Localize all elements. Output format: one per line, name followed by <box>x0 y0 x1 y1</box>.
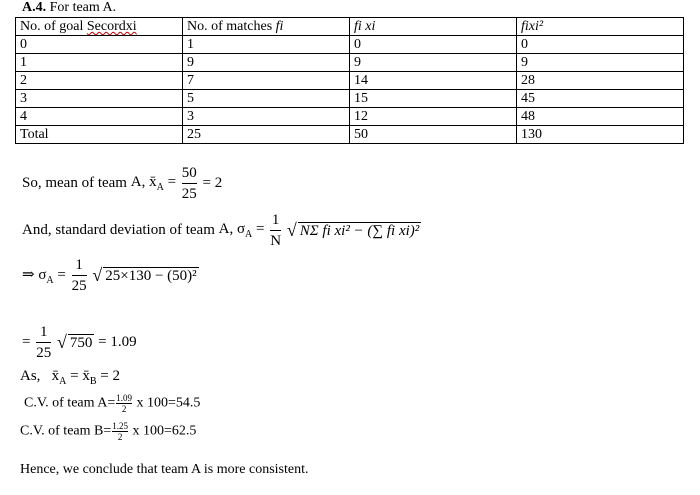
cell: 2 <box>16 72 183 90</box>
cell: 28 <box>517 72 684 90</box>
cell: 3 <box>183 108 350 126</box>
mean-fraction: $\frac{50}{25}$ <box>181 165 197 202</box>
header-fixi: fi xi <box>350 18 517 36</box>
table-row <box>16 36 684 54</box>
result-fraction: $\frac{1}{25}$ <box>36 324 52 361</box>
section-title: For team A. <box>46 0 117 15</box>
goals-table <box>15 17 684 144</box>
cell: 25 <box>183 126 350 144</box>
section-heading <box>22 0 116 16</box>
cell: 9 <box>183 54 350 72</box>
cell: 45 <box>517 90 684 108</box>
header-goals: No. of goal Secordxi <box>16 18 183 36</box>
cell: 9 <box>517 54 684 72</box>
cell: 14 <box>350 72 517 90</box>
header-fixi2: fixi² <box>517 18 684 36</box>
cell: 5 <box>183 90 350 108</box>
result-line: = $\frac{1}{25}$ √ 750 = 1.09 <box>22 324 137 361</box>
mean-line: So, mean of team A, $x̄_A$ = $\frac{50}{25}$ = 2 <box>22 165 223 202</box>
section-number: A.4. <box>22 0 47 15</box>
cv-team-a: C.V. of team A= $\frac{1.09}{2}$ x 100=54.5 <box>24 393 201 414</box>
cell: 0 <box>16 36 183 54</box>
cell: 4 <box>16 108 183 126</box>
sd-line: And, standard deviation of team A, $\sigma_A$ = $\frac{1}{N}$ √ NΣ fi xi² − (∑ fi xi)² <box>22 212 420 249</box>
cv-b-fraction: $\frac{1.25}{2}$ <box>112 421 128 442</box>
table-row-total <box>16 126 684 144</box>
cell: 15 <box>350 90 517 108</box>
cell: 3 <box>16 90 183 108</box>
sd-fraction: $\frac{1}{N}$ <box>270 212 282 249</box>
cell: 50 <box>350 126 517 144</box>
table-row <box>16 90 684 108</box>
table-row <box>16 108 684 126</box>
cv-a-fraction: $\frac{1.09}{2}$ <box>116 393 132 414</box>
cell: 12 <box>350 108 517 126</box>
cell: 9 <box>350 54 517 72</box>
cell: Total <box>16 126 183 144</box>
conclusion: Hence, we conclude that team A is more consistent. <box>20 462 309 477</box>
cell: 7 <box>183 72 350 90</box>
cell: 0 <box>350 36 517 54</box>
cell: 130 <box>517 126 684 144</box>
cell: 0 <box>517 36 684 54</box>
cell: 1 <box>16 54 183 72</box>
as-line: As, $x̄_A$ = $x̄_B = 2$ <box>20 368 121 387</box>
cell: 48 <box>517 108 684 126</box>
header-matches: No. of matches fi <box>183 18 350 36</box>
implies-line: ⇒ $\sigma_A$ = $\frac{1}{25}$ √ 25×130 − (50)² <box>22 257 197 294</box>
table-row <box>16 54 684 72</box>
cell: 1 <box>183 36 350 54</box>
table-row <box>16 72 684 90</box>
implies-fraction: $\frac{1}{25}$ <box>71 257 87 294</box>
cv-team-b: C.V. of team B= $\frac{1.25}{2}$ x 100=62.5 <box>20 421 197 442</box>
table-header-row <box>16 18 684 36</box>
